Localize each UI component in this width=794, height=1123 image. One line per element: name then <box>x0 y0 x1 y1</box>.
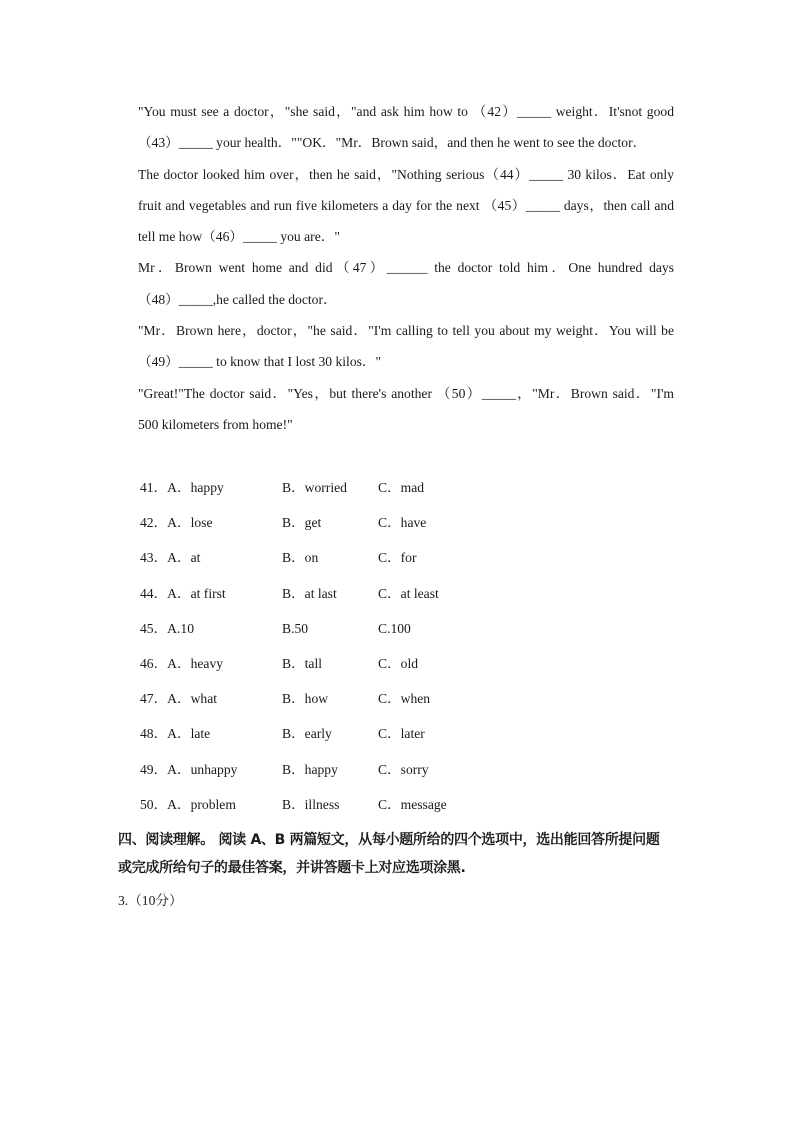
option-b: B．worried <box>282 480 347 495</box>
option-a: 46．A．heavy <box>140 655 224 671</box>
option-c: C．later <box>378 726 425 742</box>
passage-line: "Great!"The doctor said．"Yes，but there's another （50）_____，"Mr．Brown said．"I'm <box>138 385 674 401</box>
passage-line: fruit and vegetables and run five kilometers a day for the next （45）_____ days，then call and <box>138 197 674 213</box>
option-a: 43．A．at <box>140 550 201 566</box>
section-heading <box>118 826 676 882</box>
passage-line: tell me how（46）_____ you are．" <box>138 229 340 245</box>
option-row <box>140 511 560 546</box>
passage-line: Mr．Brown went home and did（47）______ the doctor told him．One hundred days <box>138 260 674 276</box>
option-a: 41．A．happy <box>140 480 224 495</box>
section-heading-line: 或完成所给句子的最佳答案，并讲答题卡上对应选项涂黑. <box>118 860 466 876</box>
option-row <box>140 758 560 793</box>
passage-text <box>138 100 674 444</box>
option-c: C．mad <box>378 480 425 495</box>
option-b: B．at last <box>282 585 337 601</box>
option-row <box>140 793 560 828</box>
option-row <box>140 722 560 757</box>
option-row <box>140 582 560 617</box>
option-a: 42．A．lose <box>140 515 213 531</box>
option-row <box>140 476 560 511</box>
option-b: B．illness <box>282 796 340 812</box>
option-row <box>140 617 560 652</box>
passage-line: （43）_____ your health．""OK．"Mr．Brown said，and then he went to see the doctor． <box>138 135 647 151</box>
question-label: 3.（10分） <box>118 893 183 908</box>
option-b: B．early <box>282 726 332 742</box>
passage-line: （48）_____,he called the doctor． <box>138 291 337 307</box>
passage-line: The doctor looked him over，then he said，"Nothing serious（44）_____ 30 kilos．Eat only <box>138 166 674 182</box>
option-row <box>140 687 560 722</box>
answer-options <box>140 476 560 828</box>
option-c: C.100 <box>378 620 411 636</box>
option-c: C．message <box>378 796 447 812</box>
option-a: 47．A．what <box>140 691 218 707</box>
option-c: C．when <box>378 691 431 707</box>
option-c: C．old <box>378 655 419 671</box>
option-c: C．have <box>378 515 427 531</box>
option-row <box>140 652 560 687</box>
option-b: B．get <box>282 515 322 531</box>
option-a: 45．A.10 <box>140 620 194 636</box>
option-a: 48．A．late <box>140 726 211 742</box>
option-b: B．on <box>282 550 319 566</box>
passage-line: "Mr．Brown here，doctor，"he said．"I'm calling to tell you about my weight．You will be <box>138 323 674 339</box>
option-a: 44．A．at first <box>140 585 226 601</box>
option-b: B.50 <box>282 620 309 636</box>
section-heading-line: 四、阅读理解。 阅读 A、B 两篇短文，从每小题所给的四个选项中，选出能回答所提问题 <box>118 832 660 848</box>
option-c: C．at least <box>378 585 439 601</box>
option-row <box>140 546 560 581</box>
passage-line: 500 kilometers from home!" <box>138 416 293 432</box>
option-c: C．sorry <box>378 761 429 777</box>
option-b: B．happy <box>282 761 338 777</box>
passage-line: （49）_____ to know that I lost 30 kilos．" <box>138 354 382 370</box>
passage-line: "You must see a doctor，"she said，"and ask him how to （42）_____ weight．It'snot good <box>138 104 674 119</box>
option-a: 50．A．problem <box>140 796 236 812</box>
option-b: B．how <box>282 691 329 707</box>
option-c: C．for <box>378 550 417 566</box>
option-a: 49．A．unhappy <box>140 761 238 777</box>
option-b: B．tall <box>282 655 323 671</box>
